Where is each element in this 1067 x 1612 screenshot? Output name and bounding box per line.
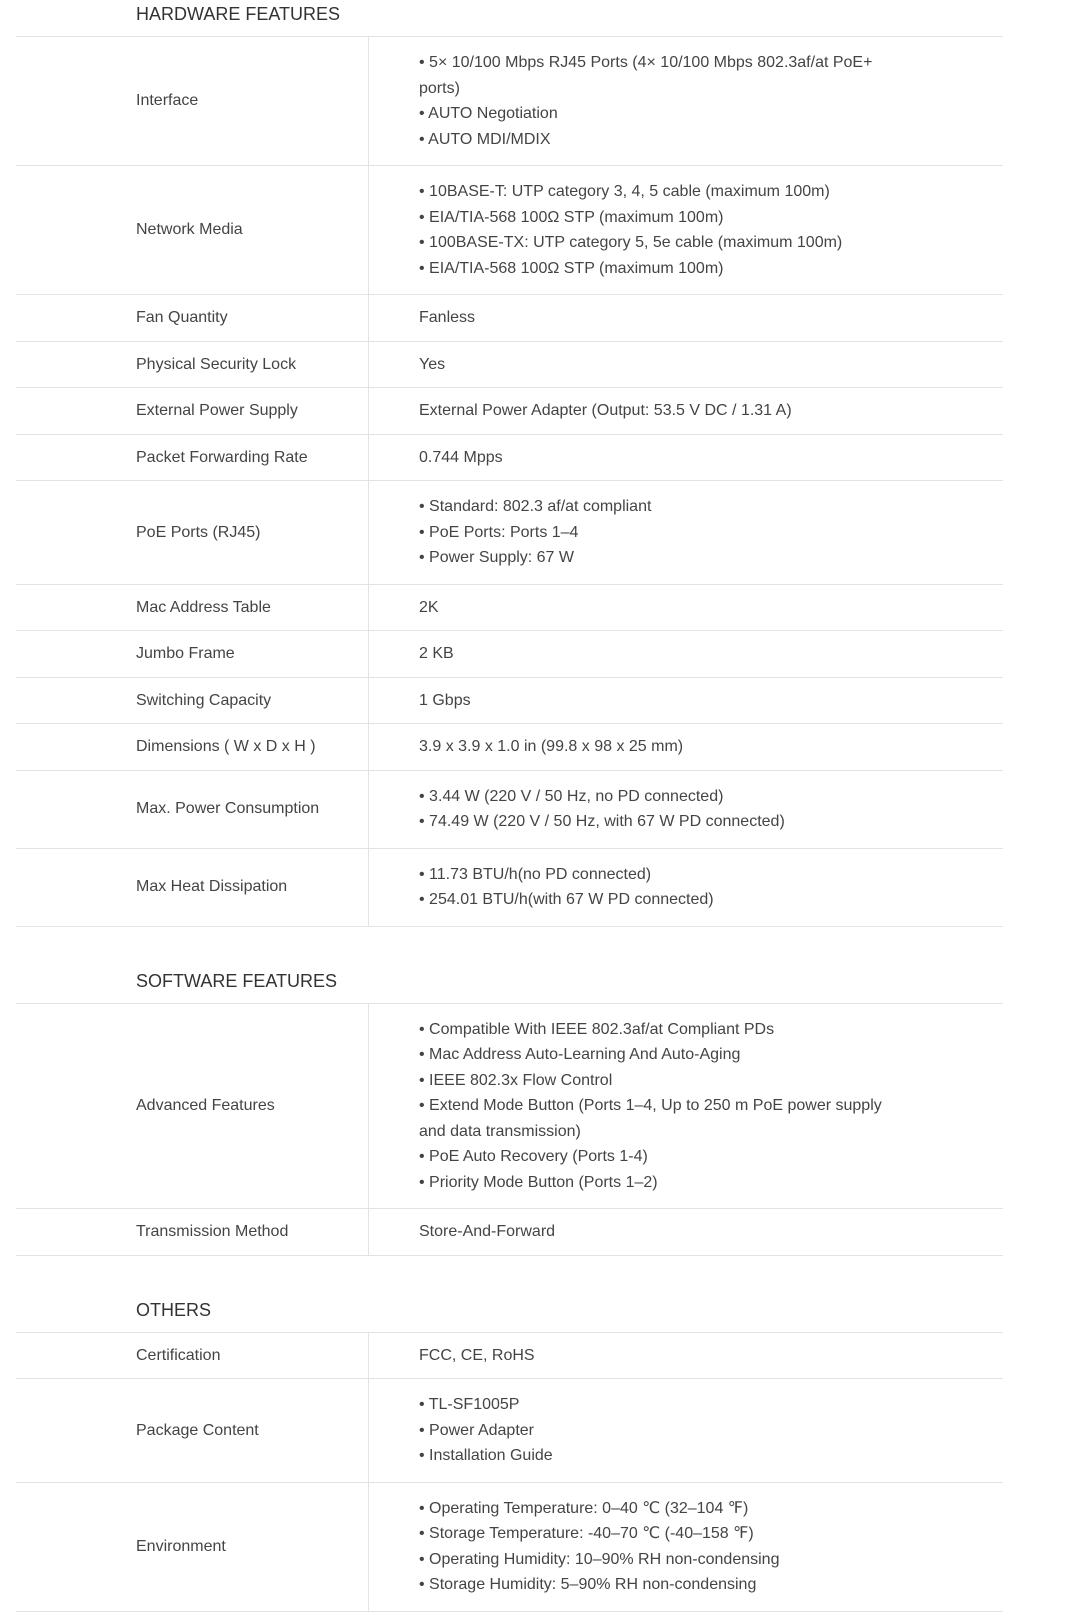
spec-row <box>16 849 1003 927</box>
spec-value-line: • AUTO MDI/MDIX <box>419 130 551 148</box>
spec-label: Max Heat Dissipation <box>16 849 369 926</box>
spec-row <box>16 631 1003 678</box>
spec-section <box>0 1256 1067 1612</box>
spec-label: Packet Forwarding Rate <box>16 435 369 481</box>
spec-row <box>16 585 1003 632</box>
spec-row <box>16 295 1003 342</box>
spec-value <box>369 388 1003 434</box>
section-header <box>0 967 1067 1004</box>
section-spacer <box>0 1256 1067 1296</box>
spec-value <box>369 1379 1003 1482</box>
spec-value-line: • EIA/TIA-568 100Ω STP (maximum 100m) <box>419 259 724 277</box>
spec-value <box>369 849 1003 926</box>
spec-value-line: 3.9 x 3.9 x 1.0 in (99.8 x 98 x 25 mm) <box>419 738 684 755</box>
spec-row <box>16 1004 1003 1210</box>
spec-label: Advanced Features <box>16 1004 369 1209</box>
spec-value <box>369 585 1003 631</box>
spec-section <box>0 927 1067 1256</box>
spec-value <box>369 1209 1003 1255</box>
section-spacer <box>0 927 1067 967</box>
spec-value-line: • AUTO Negotiation <box>419 105 558 122</box>
spec-value <box>369 435 1003 481</box>
spec-row <box>16 435 1003 482</box>
spec-value <box>369 631 1003 677</box>
spec-value <box>369 37 1003 165</box>
section-title: HARDWARE FEATURES <box>136 4 341 24</box>
spec-value-line: External Power Adapter (Output: 53.5 V DC / 1.31 A) <box>419 402 792 419</box>
spec-row <box>16 678 1003 725</box>
spec-row <box>16 388 1003 435</box>
spec-label: Jumbo Frame <box>16 631 369 677</box>
spec-value-line: Fanless <box>419 309 476 326</box>
spec-value <box>369 678 1003 724</box>
spec-value <box>369 1333 1003 1379</box>
spec-value-line: • TL-SF1005P <box>419 1396 520 1413</box>
spec-label: Max. Power Consumption <box>16 771 369 848</box>
spec-value <box>369 481 1003 584</box>
section-header <box>0 1296 1067 1333</box>
spec-label: Environment <box>16 1483 369 1611</box>
spec-value-line: • PoE Ports: Ports 1–4 <box>419 523 579 541</box>
spec-value-line: • 5× 10/100 Mbps RJ45 Ports (4× 10/100 Mbps 802.3af/at PoE+ ports) <box>419 54 873 97</box>
spec-row <box>16 37 1003 166</box>
spec-value <box>369 342 1003 388</box>
spec-row <box>16 481 1003 585</box>
spec-value <box>369 295 1003 341</box>
spec-value-line: • 254.01 BTU/h(with 67 W PD connected) <box>419 891 714 908</box>
spec-value-line: • 74.49 W (220 V / 50 Hz, with 67 W PD connected) <box>419 813 785 830</box>
spec-value-line: • Standard: 802.3 af/at compliant <box>419 498 652 515</box>
spec-value-line: Yes <box>419 355 446 373</box>
spec-value <box>369 1004 1003 1209</box>
section-header <box>0 0 1067 37</box>
spec-value-line: • IEEE 802.3x Flow Control <box>419 1071 613 1089</box>
spec-value-line: 2K <box>419 598 439 616</box>
spec-value-line: • Operating Humidity: 10–90% RH non-condensing <box>419 1550 780 1568</box>
spec-label: Mac Address Table <box>16 585 369 631</box>
spec-label: Physical Security Lock <box>16 342 369 388</box>
spec-value-line: • Storage Temperature: -40–70 ℃ (-40–158 ℉) <box>419 1525 754 1542</box>
spec-value-line: • Power Supply: 67 W <box>419 549 574 566</box>
spec-value-line: • Priority Mode Button (Ports 1–2) <box>419 1173 658 1191</box>
spec-value-line: 1 Gbps <box>419 691 471 709</box>
spec-row <box>16 724 1003 771</box>
spec-label: Dimensions ( W x D x H ) <box>16 724 369 770</box>
spec-row <box>16 166 1003 295</box>
spec-label: PoE Ports (RJ45) <box>16 481 369 584</box>
spec-label: Switching Capacity <box>16 678 369 724</box>
spec-row <box>16 771 1003 849</box>
spec-label: Fan Quantity <box>16 295 369 341</box>
spec-label: Network Media <box>16 166 369 294</box>
spec-row <box>16 1209 1003 1256</box>
spec-value-line: • EIA/TIA-568 100Ω STP (maximum 100m) <box>419 208 724 226</box>
spec-value-line: 2 KB <box>419 645 454 662</box>
spec-label: External Power Supply <box>16 388 369 434</box>
spec-value-line: 0.744 Mpps <box>419 448 503 466</box>
spec-value-line: • 10BASE-T: UTP category 3, 4, 5 cable (maximum 100m) <box>419 183 830 200</box>
spec-value <box>369 1483 1003 1611</box>
section-title: SOFTWARE FEATURES <box>136 970 338 991</box>
spec-value <box>369 724 1003 770</box>
spec-value <box>369 166 1003 294</box>
spec-value-line: • PoE Auto Recovery (Ports 1-4) <box>419 1148 648 1165</box>
spec-label: Interface <box>16 37 369 165</box>
spec-row <box>16 1379 1003 1483</box>
spec-label: Transmission Method <box>16 1209 369 1255</box>
spec-value-line: • 3.44 W (220 V / 50 Hz, no PD connected) <box>419 787 724 805</box>
spec-value-line: • Operating Temperature: 0–40 ℃ (32–104 ℉) <box>419 1499 749 1517</box>
spec-value-line: Store-And-Forward <box>419 1223 556 1240</box>
spec-value-line: • Installation Guide <box>419 1447 553 1464</box>
spec-row <box>16 1333 1003 1380</box>
spec-value-line: • 100BASE-TX: UTP category 5, 5e cable (maximum 100m) <box>419 234 843 251</box>
spec-value-line: • 11.73 BTU/h(no PD connected) <box>419 865 652 883</box>
spec-value-line: • Compatible With IEEE 802.3af/at Compliant PDs <box>419 1020 775 1038</box>
spec-row <box>16 342 1003 389</box>
spec-value-line: • Mac Address Auto-Learning And Auto-Aging <box>419 1046 741 1063</box>
spec-value-line: FCC, CE, RoHS <box>419 1346 535 1364</box>
spec-value-line: • Power Adapter <box>419 1421 534 1439</box>
spec-label: Package Content <box>16 1379 369 1482</box>
spec-value <box>369 771 1003 848</box>
spec-label: Certification <box>16 1333 369 1379</box>
spec-value-line: • Extend Mode Button (Ports 1–4, Up to 250 m PoE power supply and data transmission) <box>419 1097 882 1140</box>
spec-row <box>16 1483 1003 1612</box>
spec-value-line: • Storage Humidity: 5–90% RH non-condensing <box>419 1576 757 1593</box>
section-title: OTHERS <box>136 1299 212 1320</box>
